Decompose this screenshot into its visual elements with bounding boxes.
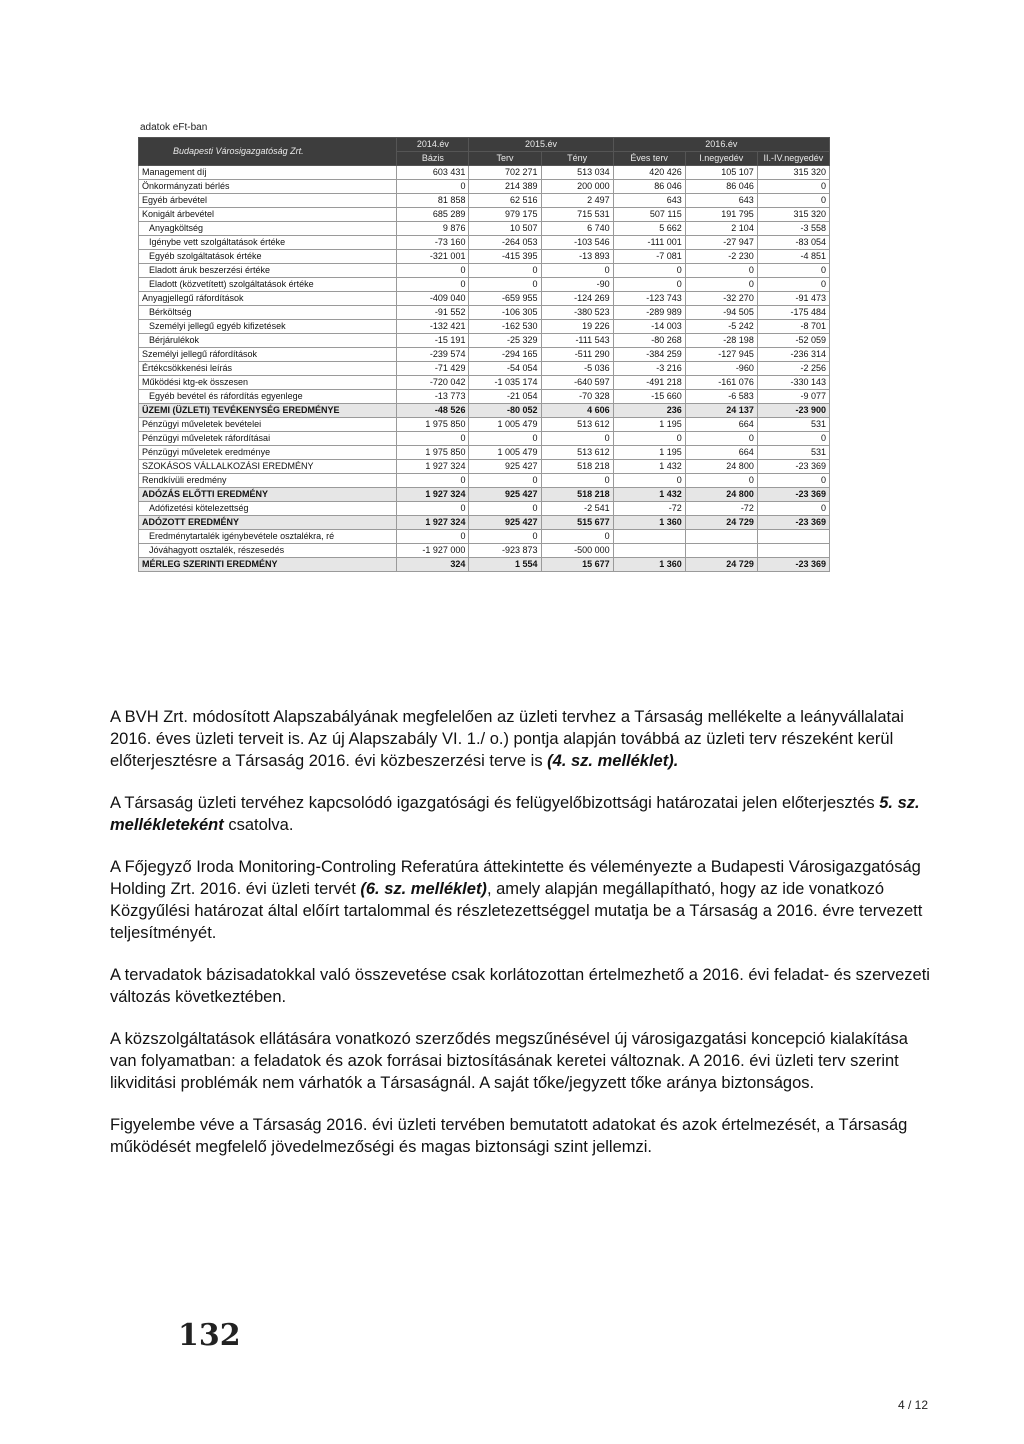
row-value: 515 677 — [541, 516, 613, 530]
row-value: -13 893 — [541, 250, 613, 264]
table-row — [139, 418, 830, 432]
row-value: -15 191 — [397, 334, 469, 348]
table-subhead-q1: I.negyedév — [685, 152, 757, 166]
table-row — [139, 502, 830, 516]
row-value: 925 427 — [469, 488, 541, 502]
table-row — [139, 376, 830, 390]
row-value: 0 — [757, 474, 829, 488]
row-value: -720 042 — [397, 376, 469, 390]
table-row — [139, 250, 830, 264]
row-value: -9 077 — [757, 390, 829, 404]
row-value: 664 — [685, 446, 757, 460]
row-value: -23 369 — [757, 460, 829, 474]
row-value: -111 001 — [613, 236, 685, 250]
row-value: -32 270 — [685, 292, 757, 306]
table-row — [139, 460, 830, 474]
row-value — [613, 544, 685, 558]
row-value: -640 597 — [541, 376, 613, 390]
row-value: 1 927 324 — [397, 516, 469, 530]
paragraph-text: A BVH Zrt. módosított Alapszabályának megfelelően az üzleti tervhez a Társaság mellékelte a leányvállalatai 2016. éves üzleti terveit is. Az új Alapszabály VI. 1./ o.) pontja alapján továbbá az üzleti terv részeként kerül előterjesztésre a Társaság 2016. évi közbeszerzési terve is — [110, 708, 904, 770]
row-value: -124 269 — [541, 292, 613, 306]
row-value: 2 497 — [541, 194, 613, 208]
row-value: 0 — [541, 264, 613, 278]
row-value: 24 729 — [685, 558, 757, 572]
page-stamp-number: 132 — [178, 1318, 241, 1353]
row-value: 324 — [397, 558, 469, 572]
table-row — [139, 166, 830, 180]
row-value: 0 — [685, 432, 757, 446]
row-value: -239 574 — [397, 348, 469, 362]
row-label: ADÓZÁS ELŐTTI EREDMÉNY — [139, 488, 397, 502]
table-row — [139, 516, 830, 530]
row-label: Anyagköltség — [139, 222, 397, 236]
row-value: -80 052 — [469, 404, 541, 418]
row-value: 1 927 324 — [397, 460, 469, 474]
table-row — [139, 544, 830, 558]
row-value: 0 — [397, 264, 469, 278]
row-value: 0 — [541, 474, 613, 488]
row-value: 0 — [757, 278, 829, 292]
row-value: 0 — [469, 264, 541, 278]
row-value: -2 256 — [757, 362, 829, 376]
row-value: -23 369 — [757, 558, 829, 572]
table-header-year-2014: 2014.év — [397, 138, 469, 152]
row-label: Egyéb árbevétel — [139, 194, 397, 208]
row-value: -175 484 — [757, 306, 829, 320]
row-value: -321 001 — [397, 250, 469, 264]
row-label: Adófizetési kötelezettség — [139, 502, 397, 516]
row-value: 1 432 — [613, 488, 685, 502]
page-number: 4 / 12 — [898, 1398, 929, 1412]
row-value: -123 743 — [613, 292, 685, 306]
body-paragraph — [110, 792, 936, 836]
row-value: 1 195 — [613, 446, 685, 460]
body-text — [110, 706, 936, 1178]
row-value: -6 583 — [685, 390, 757, 404]
row-value: 0 — [397, 502, 469, 516]
table-subhead-teny: Tény — [541, 152, 613, 166]
row-value: 643 — [685, 194, 757, 208]
row-value: 315 320 — [757, 166, 829, 180]
table-row — [139, 488, 830, 502]
paragraph-text — [547, 752, 678, 770]
row-value: 1 360 — [613, 516, 685, 530]
row-value: -3 558 — [757, 222, 829, 236]
row-value: -111 543 — [541, 334, 613, 348]
row-value: 513 612 — [541, 418, 613, 432]
financial-table — [138, 137, 830, 572]
row-value: -48 526 — [397, 404, 469, 418]
row-value: 1 927 324 — [397, 488, 469, 502]
row-value: 1 975 850 — [397, 446, 469, 460]
row-value: -491 218 — [613, 376, 685, 390]
row-value: 702 271 — [469, 166, 541, 180]
row-value: 518 218 — [541, 460, 613, 474]
row-value: -80 268 — [613, 334, 685, 348]
row-value: 24 137 — [685, 404, 757, 418]
row-value: 214 389 — [469, 180, 541, 194]
row-label: Jóváhagyott osztalék, részesedés — [139, 544, 397, 558]
row-label: Bérköltség — [139, 306, 397, 320]
row-value: -7 081 — [613, 250, 685, 264]
financial-table-wrapper — [138, 137, 830, 572]
row-value: -83 054 — [757, 236, 829, 250]
row-value: -3 216 — [613, 362, 685, 376]
row-value: 0 — [397, 530, 469, 544]
paragraph-text — [360, 880, 487, 898]
row-label: Pénzügyi műveletek ráfordításai — [139, 432, 397, 446]
row-label: Önkormányzati bérlés — [139, 180, 397, 194]
row-label: Eladott (közvetített) szolgáltatások értéke — [139, 278, 397, 292]
row-value: -72 — [685, 502, 757, 516]
row-value: 0 — [613, 264, 685, 278]
row-label: Igénybe vett szolgáltatások értéke — [139, 236, 397, 250]
row-value: 0 — [397, 474, 469, 488]
paragraph-emphasis: (6. sz. melléklet) — [360, 880, 487, 898]
body-paragraph — [110, 964, 936, 1008]
row-value: -132 421 — [397, 320, 469, 334]
row-value: 715 531 — [541, 208, 613, 222]
row-value: -330 143 — [757, 376, 829, 390]
row-value: 925 427 — [469, 516, 541, 530]
body-paragraph — [110, 1028, 936, 1094]
paragraph-emphasis: 5. sz. mellékleteként — [110, 794, 920, 834]
table-subhead-bazis: Bázis — [397, 152, 469, 166]
row-value: -27 947 — [685, 236, 757, 250]
row-value: 6 740 — [541, 222, 613, 236]
row-value: -73 160 — [397, 236, 469, 250]
row-value: -2 230 — [685, 250, 757, 264]
paragraph-text: A Főjegyző Iroda Monitoring-Controling Referatúra áttekintette és véleményezte a Budapesti Városigazgatóság Holding Zrt. 2016. évi üzleti tervét — [110, 858, 921, 898]
body-paragraph — [110, 1114, 936, 1158]
row-value: -13 773 — [397, 390, 469, 404]
row-value: 0 — [613, 474, 685, 488]
row-value: 0 — [757, 432, 829, 446]
table-row — [139, 278, 830, 292]
row-value — [685, 530, 757, 544]
table-row — [139, 432, 830, 446]
row-value: -659 955 — [469, 292, 541, 306]
row-label: Személyi jellegű ráfordítások — [139, 348, 397, 362]
row-value: -14 003 — [613, 320, 685, 334]
row-value: 236 — [613, 404, 685, 418]
row-value: 86 046 — [613, 180, 685, 194]
financial-table-body — [139, 166, 830, 572]
row-value: 531 — [757, 446, 829, 460]
row-value: 0 — [469, 502, 541, 516]
row-value: -28 198 — [685, 334, 757, 348]
paragraph-text: Figyelembe véve a Társaság 2016. évi üzleti tervében bemutatott adatokat és azok értelmezését, a Társaság működését megfelelő jövedelmezőségi és magas biztonsági szint jellemzi. — [110, 1116, 908, 1156]
table-row — [139, 558, 830, 572]
row-value: 420 426 — [613, 166, 685, 180]
row-value: 0 — [757, 180, 829, 194]
row-value: -923 873 — [469, 544, 541, 558]
paragraph-text: A közszolgáltatások ellátására vonatkozó szerződés megszűnésével új városigazgatási koncepció kialakítása van folyamatban: a feladatok és azok forrásai biztosításának keretei változnak. A 2016. évi üzleti terv szerint likviditási problémák nem várhatók a Társaságnál. A saját tőke/jegyzett tőke aránya biztonságos. — [110, 1030, 908, 1092]
row-value: -91 552 — [397, 306, 469, 320]
row-label: ÜZEMI (ÜZLETI) TEVÉKENYSÉG EREDMÉNYE — [139, 404, 397, 418]
body-paragraph — [110, 856, 936, 944]
row-value: 4 606 — [541, 404, 613, 418]
row-value: 1 554 — [469, 558, 541, 572]
table-row — [139, 208, 830, 222]
row-value: 0 — [541, 432, 613, 446]
row-value: -72 — [613, 502, 685, 516]
row-value: -103 546 — [541, 236, 613, 250]
row-value: 0 — [757, 264, 829, 278]
row-value: 685 289 — [397, 208, 469, 222]
row-value: -106 305 — [469, 306, 541, 320]
row-value: 925 427 — [469, 460, 541, 474]
row-value: -71 429 — [397, 362, 469, 376]
table-row — [139, 474, 830, 488]
row-label: Konigált árbevétel — [139, 208, 397, 222]
row-value: 1 360 — [613, 558, 685, 572]
row-value: -2 541 — [541, 502, 613, 516]
row-value: -5 242 — [685, 320, 757, 334]
row-value: 0 — [757, 502, 829, 516]
row-value: 0 — [469, 530, 541, 544]
row-value: -21 054 — [469, 390, 541, 404]
row-value: -161 076 — [685, 376, 757, 390]
row-label: Értékcsökkenési leírás — [139, 362, 397, 376]
row-value: 0 — [613, 278, 685, 292]
table-row — [139, 334, 830, 348]
row-label: Egyéb szolgáltatások értéke — [139, 250, 397, 264]
row-value: -384 259 — [613, 348, 685, 362]
row-value: -8 701 — [757, 320, 829, 334]
row-value: 1 005 479 — [469, 446, 541, 460]
row-value: -289 989 — [613, 306, 685, 320]
row-label: Rendkívüli eredmény — [139, 474, 397, 488]
row-label: Pénzügyi műveletek bevételei — [139, 418, 397, 432]
row-value: 507 115 — [613, 208, 685, 222]
row-label: MÉRLEG SZERINTI EREDMÉNY — [139, 558, 397, 572]
table-row — [139, 390, 830, 404]
row-value: -500 000 — [541, 544, 613, 558]
row-label: Bérjárulékok — [139, 334, 397, 348]
row-value: 191 795 — [685, 208, 757, 222]
row-value: -294 165 — [469, 348, 541, 362]
row-value — [613, 530, 685, 544]
row-value: -25 329 — [469, 334, 541, 348]
row-value: -15 660 — [613, 390, 685, 404]
row-value: -380 523 — [541, 306, 613, 320]
row-value: 0 — [685, 278, 757, 292]
row-value: 24 729 — [685, 516, 757, 530]
row-label: Egyéb bevétel és ráfordítás egyenlege — [139, 390, 397, 404]
row-label: Személyi jellegű egyéb kifizetések — [139, 320, 397, 334]
row-value: 0 — [397, 278, 469, 292]
table-row — [139, 446, 830, 460]
row-value: 518 218 — [541, 488, 613, 502]
row-value: 62 516 — [469, 194, 541, 208]
table-header-company: Budapesti Városigazgatóság Zrt. — [139, 138, 397, 166]
paragraph-text: A tervadatok bázisadatokkal való összevetése csak korlátozottan értelmezhető a 2016. évi feladat- és szervezeti változás következtében. — [110, 966, 930, 1006]
row-value: 15 677 — [541, 558, 613, 572]
row-value: 24 800 — [685, 488, 757, 502]
table-row — [139, 194, 830, 208]
row-value: 200 000 — [541, 180, 613, 194]
row-value: -1 927 000 — [397, 544, 469, 558]
row-value: 81 858 — [397, 194, 469, 208]
table-header-year-2016: 2016.év — [613, 138, 829, 152]
table-row — [139, 236, 830, 250]
row-label: SZOKÁSOS VÁLLALKOZÁSI EREDMÉNY — [139, 460, 397, 474]
row-value: 9 876 — [397, 222, 469, 236]
row-value: 513 612 — [541, 446, 613, 460]
row-value: 603 431 — [397, 166, 469, 180]
row-value: -70 328 — [541, 390, 613, 404]
row-value: 0 — [685, 474, 757, 488]
row-value: 105 107 — [685, 166, 757, 180]
row-value: 1 432 — [613, 460, 685, 474]
row-value: -409 040 — [397, 292, 469, 306]
row-value — [685, 544, 757, 558]
row-value — [757, 544, 829, 558]
row-value: 5 662 — [613, 222, 685, 236]
row-value: 664 — [685, 418, 757, 432]
row-value: 1 195 — [613, 418, 685, 432]
row-value: -415 395 — [469, 250, 541, 264]
row-value: 0 — [757, 194, 829, 208]
row-value: -162 530 — [469, 320, 541, 334]
row-value: -511 290 — [541, 348, 613, 362]
table-row — [139, 180, 830, 194]
row-value: 0 — [685, 264, 757, 278]
row-value: -94 505 — [685, 306, 757, 320]
row-value: 0 — [469, 432, 541, 446]
row-value: 10 507 — [469, 222, 541, 236]
row-value: -4 851 — [757, 250, 829, 264]
row-value: -91 473 — [757, 292, 829, 306]
row-value: -127 945 — [685, 348, 757, 362]
row-value: 1 975 850 — [397, 418, 469, 432]
row-value: -264 053 — [469, 236, 541, 250]
row-value: 643 — [613, 194, 685, 208]
row-value: 0 — [397, 180, 469, 194]
row-value: 513 034 — [541, 166, 613, 180]
row-value: 0 — [613, 432, 685, 446]
body-paragraph — [110, 706, 936, 772]
table-header-row-years — [139, 138, 830, 152]
row-value: 0 — [397, 432, 469, 446]
row-value: 979 175 — [469, 208, 541, 222]
table-row — [139, 292, 830, 306]
table-caption: adatok eFt-ban — [140, 122, 208, 133]
row-value: 2 104 — [685, 222, 757, 236]
row-value: -236 314 — [757, 348, 829, 362]
row-value: -960 — [685, 362, 757, 376]
row-value: -5 036 — [541, 362, 613, 376]
table-row — [139, 362, 830, 376]
row-label: Management díj — [139, 166, 397, 180]
row-value: 19 226 — [541, 320, 613, 334]
table-subhead-eves-terv: Éves terv — [613, 152, 685, 166]
row-value: 24 800 — [685, 460, 757, 474]
row-label: Eladott áruk beszerzési értéke — [139, 264, 397, 278]
table-row — [139, 530, 830, 544]
row-value: 86 046 — [685, 180, 757, 194]
row-value — [757, 530, 829, 544]
row-value: 315 320 — [757, 208, 829, 222]
row-label: Eredménytartalék igénybevétele osztalékra, ré — [139, 530, 397, 544]
row-value: -1 035 174 — [469, 376, 541, 390]
paragraph-text: csatolva. — [223, 816, 294, 834]
row-value: 0 — [469, 474, 541, 488]
table-row — [139, 320, 830, 334]
row-value: -90 — [541, 278, 613, 292]
row-value: 0 — [541, 530, 613, 544]
row-value: -23 369 — [757, 488, 829, 502]
paragraph-text: , amely alapján megállapítható, hogy az ide vonatkozó Közgyűlési határozat által előírt tartalommal és részletezettséggel mutatja be a Társaság a 2016. évre tervezett teljesítményét. — [110, 880, 923, 942]
row-value: -52 059 — [757, 334, 829, 348]
table-row — [139, 306, 830, 320]
paragraph-text: A Társaság üzleti tervéhez kapcsolódó igazgatósági és felügyelőbizottsági határozatai jelen előterjesztés — [110, 794, 880, 812]
row-label: ADÓZOTT EREDMÉNY — [139, 516, 397, 530]
table-subhead-q2-q4: II.-IV.negyedév — [757, 152, 829, 166]
row-value: 0 — [469, 278, 541, 292]
row-value: -54 054 — [469, 362, 541, 376]
row-value: -23 369 — [757, 516, 829, 530]
row-label: Pénzügyi műveletek eredménye — [139, 446, 397, 460]
table-subhead-terv: Terv — [469, 152, 541, 166]
table-row — [139, 264, 830, 278]
table-row — [139, 404, 830, 418]
row-label: Anyagjellegű ráfordítások — [139, 292, 397, 306]
row-label: Működési ktg-ek összesen — [139, 376, 397, 390]
table-header-year-2015: 2015.év — [469, 138, 613, 152]
row-value: 531 — [757, 418, 829, 432]
row-value: 1 005 479 — [469, 418, 541, 432]
paragraph-emphasis: (4. sz. melléklet). — [547, 752, 679, 770]
table-row — [139, 348, 830, 362]
table-row — [139, 222, 830, 236]
row-value: -23 900 — [757, 404, 829, 418]
